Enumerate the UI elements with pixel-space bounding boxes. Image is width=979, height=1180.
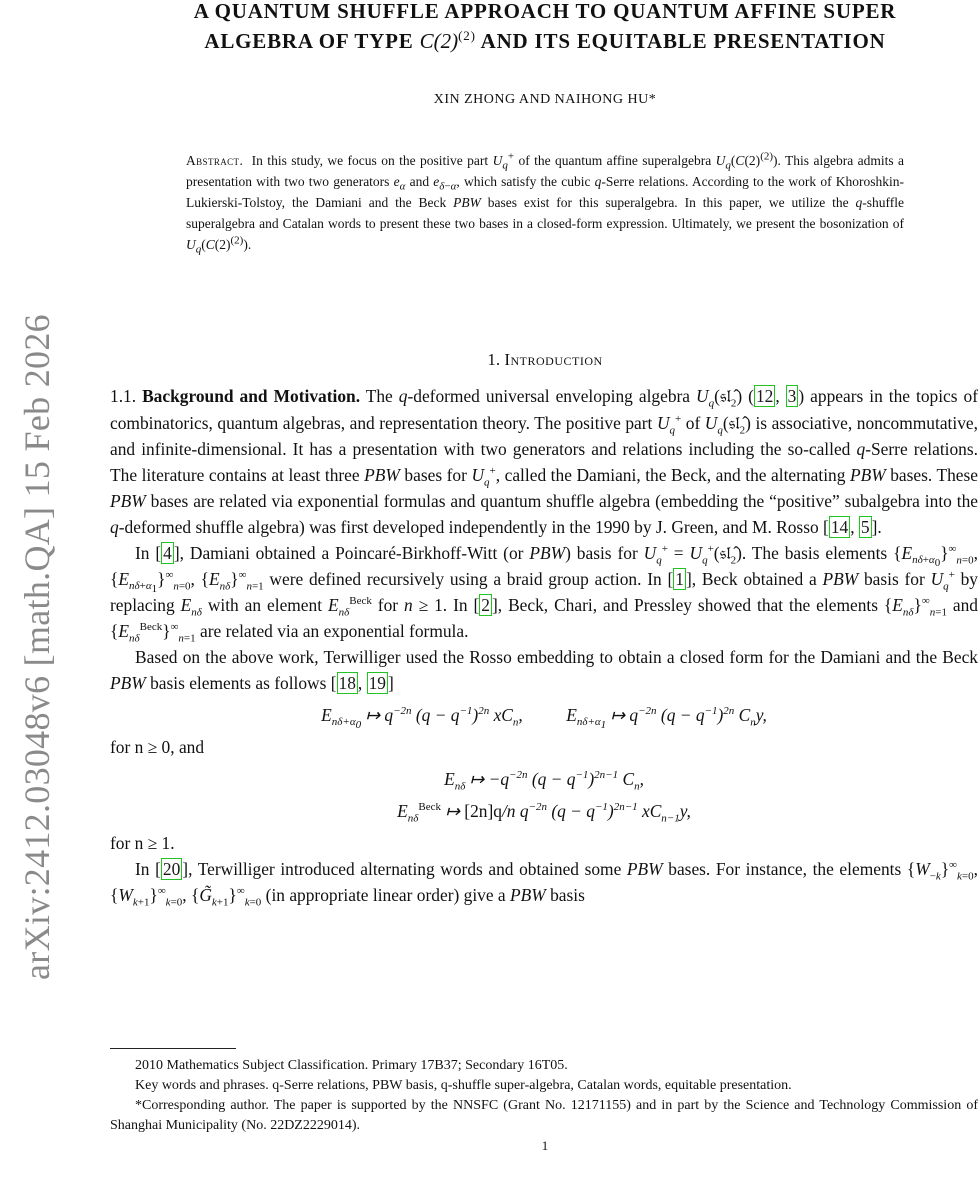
page-number: 1	[541, 1138, 549, 1153]
abstract-heading: Abstract.	[186, 153, 244, 168]
footnote-keywords: Key words and phrases. q-Serre relations, PBW basis, q-shuffle super-algebra, Catalan words, equitable presentation.	[135, 1078, 792, 1093]
introduction-body	[110, 383, 978, 908]
formula-damiani-delta: $E_{n\delta}$ ↦ $-q^{-2n}$ $(q - q^{-1})^{2n-1}$ $C_n$,	[444, 769, 644, 793]
paragraph-for-n-ge-0: for n ≥ 0, and	[110, 737, 205, 757]
paragraph-background: 1.1. Background and Motivation. The q-deformed universal enveloping algebra $U_q(𝔰𝔩_2̂)$ ( 12 , 3 ) appears in the topics of combinatorics, quantum algebras, and representation theory. The positive part $U_q^+$ of $U_q(𝔰𝔩_2̂)$ is associative, noncommutative, and infinite-dimensional. It has a presentation with two generators and relations including the so-called q-Serre relations. The literature contains at least three PBW bases for $U_q^+$, called the Damiani, the Beck, and the alternating PBW bases. These PBW bases are related via exponential formulas and quantum shuffle algebra (embedding the “positive” subalgebra into the q-deformed shuffle algebra) was first developed independently in the 1990 by J. Green, and M. Rosso [ 14 , 5 ].	[110, 386, 978, 537]
arxiv-identifier-stamp: arXiv:2412.03048v6 [math.QA] 15 Feb 2026	[17, 314, 57, 980]
citation-link[interactable]: 20	[162, 859, 181, 879]
footnote-msc: 2010 Mathematics Subject Classification. Primary 17B37; Secondary 16T05.	[135, 1058, 568, 1073]
citation-link[interactable]: 4	[163, 543, 172, 563]
citation-link[interactable]: 1	[675, 569, 684, 589]
paper-title	[110, 0, 979, 56]
citation-link[interactable]: 18	[338, 673, 356, 693]
citation-link[interactable]: 2	[481, 595, 490, 615]
citation-link[interactable]: 5	[860, 517, 870, 537]
footnote-corresponding-author: *Corresponding author. The paper is supported by the NNSFC (Grant No. 12171155) and in part by the Science and Technology Commission of Shanghai Municipality (No. 22DZ2229014).	[110, 1098, 978, 1133]
paragraph-terwilliger-closed-form: Based on the above work, Terwilliger used the Rosso embedding to obtain a closed form for the Damiani and the Beck PBW basis elements as follows [ 18 , 19 ]	[110, 647, 978, 693]
citation-link[interactable]: 12	[755, 386, 774, 406]
subsection-title: Background and Motivation.	[142, 386, 361, 406]
formula-damiani-alpha: $E_{n\delta+\alpha_0}$ ↦ $q^{-2n}$ $(q - q^{-1})^{2n}$ $xC_n$, $E_{n\delta+\alpha_1}$ ↦ $q^{-2n}$ $(q - q^{-1})^{2n}$ $C_ny$,	[321, 705, 767, 732]
section-heading-introduction: 1. Introduction	[487, 350, 603, 369]
abstract	[186, 150, 904, 255]
footnotes	[110, 1056, 978, 1136]
title-line-1: A QUANTUM SHUFFLE APPROACH TO QUANTUM AFFINE SUPER	[193, 0, 897, 23]
paragraph-alternating-words: In [ 20 ], Terwilliger introduced alternating words and obtained some PBW bases. For instance, the elements $\{W_{-k}\}^\infty_{k=0}$, $\{W_{k+1}\}^\infty_{k=0}$, $\{G̃_{k+1}\}^\infty_{k=0}$ (in appropriate linear order) give a PBW basis	[110, 859, 978, 909]
citation-link[interactable]: 3	[787, 386, 797, 406]
paragraph-damiani: In [ 4 ], Damiani obtained a Poincaré-Birkhoff-Witt (or PBW) basis for $U_q^+$ = $U_q^+(𝔰𝔩_2̂)$. The basis elements $\{E_{n\delta+\alpha_0}\}^\infty_{n=0}$, $\{E_{n\delta+\alpha_1}\}^\infty_{n=0}$, $\{E_{n\delta}\}^\infty_{n=1}$ were defined recursively using a braid group action. In [ 1 ], Beck obtained a PBW basis for $U_q^+$ by replacing $E_{n\delta}$ with an element $E_{n\delta}^{Beck}$ for n ≥ 1. In [ 2 ], Beck, Chari, and Pressley showed that the elements $\{E_{n\delta}\}^\infty_{n=1}$ and $\{E_{n\delta}^{Beck}\}^\infty_{n=1}$ are related via an exponential formula.	[110, 543, 978, 645]
footnote-separator	[110, 1048, 236, 1049]
citation-link[interactable]: 19	[368, 673, 386, 693]
formula-beck-delta: $E_{n\delta}^{Beck}$ ↦ [2n]q/n $q^{-2n}$ $(q - q^{-1})^{2n-1}$ $xC_{n-1}y$,	[397, 801, 691, 825]
paragraph-for-n-ge-1: for n ≥ 1.	[110, 833, 175, 853]
title-line-2: ALGEBRA OF TYPE $C(2)^{(2)}$ AND ITS EQUITABLE PRESENTATION	[204, 28, 886, 53]
author-list: XIN ZHONG AND NAIHONG HU*	[433, 92, 657, 107]
citation-link[interactable]: 14	[830, 517, 849, 537]
abstract-text: In this study, we focus on the positive part $U_q^+$ of the quantum affine superalgebra $U_q(C(2)^{(2)})$. This algebra admits a presentation with two two generators $e_\alpha$ and $e_{\delta-\alpha}$, which satisfy the cubic q-Serre relations. According to the work of Khoroshkin-Lukierski-Tolstoy, the Damiani and the Beck PBW bases exist for this superalgebra. In this paper, we utilize the q-shuffle superalgebra and Catalan words to present these two bases in a closed-form expression. Ultimately, we present the bosonization of $U_q(C(2)^{(2)})$.	[186, 150, 904, 256]
